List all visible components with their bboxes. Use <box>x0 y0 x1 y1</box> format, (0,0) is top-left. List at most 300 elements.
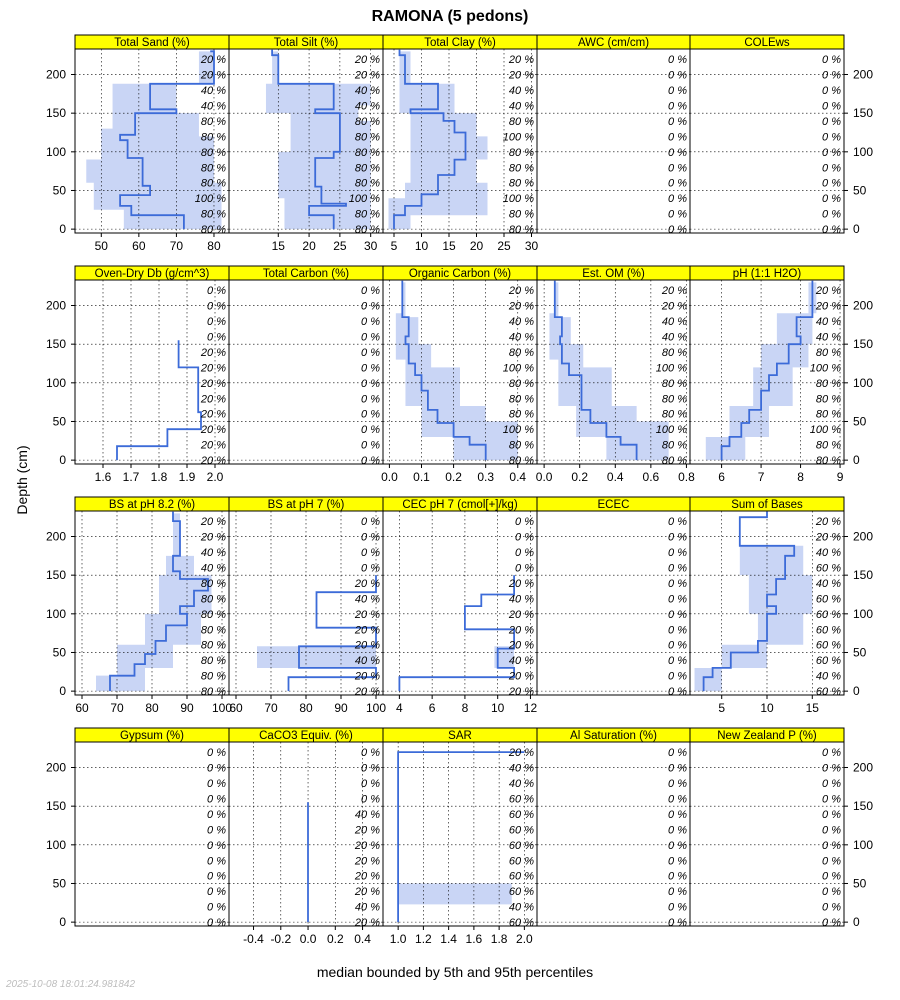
pct-label: 40 % <box>815 546 841 559</box>
y-tick-label: 100 <box>45 837 66 852</box>
x-tick-label: 5 <box>718 701 726 715</box>
x-tick-label: 0.4 <box>509 470 527 484</box>
x-tick-label: 6 <box>718 470 725 484</box>
pct-label: 0 % <box>207 762 226 775</box>
strip-label: ECEC <box>597 499 630 511</box>
pct-label: 20 % <box>815 516 841 529</box>
pct-label: 40 % <box>508 315 534 328</box>
pct-label: 40 % <box>508 84 534 97</box>
y-tick-label: 0 <box>853 684 860 699</box>
pct-label: 20 % <box>354 624 380 637</box>
pct-label: 0 % <box>668 762 687 775</box>
pct-label: 0 % <box>668 115 687 128</box>
y-tick-label: 100 <box>45 375 66 390</box>
x-tick-label: 20 <box>469 239 484 253</box>
strip-label: Sum of Bases <box>731 499 803 511</box>
pct-label: 60 % <box>815 624 841 637</box>
x-tick-label: 0.4 <box>606 470 624 484</box>
y-tick-label: 150 <box>45 337 66 352</box>
y-tick-label: 50 <box>52 183 66 198</box>
x-tick-label: 30 <box>524 239 539 253</box>
pct-label: 100 % <box>502 193 534 206</box>
x-tick-label: 60 <box>229 701 243 715</box>
x-tick-label: 1.8 <box>150 470 168 484</box>
pct-label: 0 % <box>207 855 226 868</box>
pct-label: 0 % <box>361 377 380 390</box>
pct-label: 20 % <box>354 639 380 652</box>
strip-label: Est. OM (%) <box>582 268 645 280</box>
pct-label: 0 % <box>361 546 380 559</box>
x-tick-label: -0.4 <box>243 932 264 946</box>
pct-label: 0 % <box>822 224 841 237</box>
pct-label: 0 % <box>361 516 380 529</box>
pct-label: 80 % <box>508 115 534 128</box>
x-tick-label: 0.1 <box>413 470 430 484</box>
pct-label: 0 % <box>668 208 687 221</box>
pct-label: 0 % <box>668 224 687 237</box>
pct-label: 80 % <box>815 346 841 359</box>
percentile-band <box>396 282 518 460</box>
pct-label: 0 % <box>668 84 687 97</box>
pct-label: 40 % <box>815 577 841 590</box>
pct-label: 0 % <box>361 362 380 375</box>
strip-label: New Zealand P (%) <box>717 730 817 742</box>
pct-label: 100 % <box>655 362 687 375</box>
x-tick-label: 30 <box>364 239 378 253</box>
pct-label: 80 % <box>200 208 226 221</box>
pct-label: 0 % <box>668 69 687 82</box>
pct-label: 0 % <box>207 886 226 899</box>
x-tick-label: 1.4 <box>440 932 457 946</box>
pct-label: 80 % <box>200 593 226 606</box>
pct-label: 20 % <box>354 686 380 699</box>
x-tick-label: 1.0 <box>389 932 407 946</box>
pct-label: 80 % <box>354 177 380 190</box>
x-tick-label: 6 <box>428 701 436 715</box>
pct-label: 20 % <box>508 69 534 82</box>
pct-label: 0 % <box>361 424 380 437</box>
timestamp: 2025-10-08 18:01:24.981842 <box>6 979 136 990</box>
pct-label: 40 % <box>508 100 534 113</box>
pct-label: 40 % <box>508 331 534 344</box>
pct-label: 20 % <box>200 346 226 359</box>
x-tick-label: 0.0 <box>299 932 317 946</box>
pct-label: 0 % <box>668 146 687 159</box>
pct-label: 80 % <box>661 408 687 421</box>
pct-label: 0 % <box>361 762 380 775</box>
x-tick-label: 8 <box>797 470 804 484</box>
y-tick-label: 100 <box>45 606 66 621</box>
pct-label: 20 % <box>200 455 226 468</box>
y-axis-title: Depth (cm) <box>14 445 30 515</box>
pct-label: 20 % <box>661 300 687 313</box>
pct-label: 0 % <box>361 777 380 790</box>
pct-label: 20 % <box>508 54 534 67</box>
pct-label: 20 % <box>354 824 380 837</box>
strip-label: SAR <box>448 730 472 742</box>
strip-label: CEC pH 7 (cmol[+]/kg) <box>402 499 518 511</box>
pct-label: 60 % <box>508 793 534 806</box>
pct-label: 0 % <box>668 131 687 144</box>
pct-label: 0 % <box>822 808 841 821</box>
pct-label: 0 % <box>668 870 687 883</box>
pct-label: 0 % <box>361 793 380 806</box>
x-tick-label: 0.4 <box>354 932 371 946</box>
y-tick-label: 200 <box>45 298 66 313</box>
pct-label: 0 % <box>515 531 534 544</box>
pct-label: 0 % <box>668 516 687 529</box>
pct-label: 20 % <box>200 54 226 67</box>
pct-label: 80 % <box>508 439 534 452</box>
pct-label: 0 % <box>361 408 380 421</box>
x-tick-label: 25 <box>333 239 347 253</box>
y-tick-label: 150 <box>45 799 66 814</box>
pct-label: 80 % <box>200 131 226 144</box>
y-tick-label: 150 <box>45 106 66 121</box>
y-tick-label: 50 <box>853 183 867 198</box>
pct-label: 60 % <box>508 824 534 837</box>
pct-label: 20 % <box>200 69 226 82</box>
pct-label: 0 % <box>822 69 841 82</box>
pct-label: 20 % <box>508 300 534 313</box>
pct-label: 0 % <box>822 855 841 868</box>
pct-label: 60 % <box>815 608 841 621</box>
pct-label: 0 % <box>822 193 841 206</box>
x-tick-label: -0.2 <box>270 932 292 946</box>
pct-label: 40 % <box>508 593 534 606</box>
pct-label: 60 % <box>815 639 841 652</box>
x-tick-label: 8 <box>461 701 469 715</box>
pct-label: 80 % <box>508 208 534 221</box>
pct-label: 0 % <box>822 793 841 806</box>
x-tick-label: 0.2 <box>571 470 589 484</box>
pct-label: 40 % <box>200 84 226 97</box>
y-tick-label: 100 <box>853 144 874 159</box>
strip-label: Total Silt (%) <box>273 37 339 49</box>
x-tick-label: 0.2 <box>445 470 462 484</box>
pct-label: 20 % <box>200 531 226 544</box>
pct-label: 0 % <box>207 808 226 821</box>
pct-label: 0 % <box>668 901 687 914</box>
percentile-band <box>695 513 813 691</box>
pct-label: 0 % <box>668 177 687 190</box>
x-tick-label: 0.0 <box>535 470 553 484</box>
pct-label: 80 % <box>508 455 534 468</box>
pct-label: 20 % <box>815 285 841 298</box>
pct-label: 0 % <box>668 655 687 668</box>
pct-label: 20 % <box>200 516 226 529</box>
pct-label: 0 % <box>515 516 534 529</box>
x-tick-label: 80 <box>207 239 221 253</box>
strip-label: Total Clay (%) <box>424 37 496 49</box>
y-tick-label: 200 <box>45 67 66 82</box>
panel-15 <box>75 742 229 926</box>
pct-label: 0 % <box>822 777 841 790</box>
strip-label: CaCO3 Equiv. (%) <box>259 730 353 742</box>
pct-label: 0 % <box>668 100 687 113</box>
pct-label: 20 % <box>508 670 534 683</box>
pct-label: 20 % <box>508 747 534 760</box>
pct-label: 0 % <box>822 208 841 221</box>
strip-label: BS at pH 8.2 (%) <box>108 499 196 511</box>
strip-label: Gypsum (%) <box>120 730 184 742</box>
pct-label: 20 % <box>200 424 226 437</box>
pct-label: 20 % <box>508 608 534 621</box>
y-tick-label: 50 <box>52 414 66 429</box>
pct-label: 40 % <box>661 315 687 328</box>
pct-label: 0 % <box>668 686 687 699</box>
y-tick-label: 150 <box>853 106 874 121</box>
panel-4 <box>690 49 844 233</box>
y-tick-label: 200 <box>45 529 66 544</box>
pct-label: 80 % <box>815 393 841 406</box>
pct-label: 0 % <box>822 870 841 883</box>
y-tick-label: 100 <box>853 375 874 390</box>
pct-label: 60 % <box>508 808 534 821</box>
pct-label: 80 % <box>354 115 380 128</box>
pct-label: 0 % <box>822 901 841 914</box>
x-tick-label: 7 <box>757 470 765 484</box>
pct-label: 0 % <box>207 839 226 852</box>
y-tick-label: 200 <box>853 67 874 82</box>
pct-label: 80 % <box>200 686 226 699</box>
x-tick-label: 100 <box>365 701 387 715</box>
pct-label: 0 % <box>207 331 226 344</box>
pct-label: 80 % <box>200 177 226 190</box>
y-tick-label: 0 <box>59 453 66 468</box>
pct-label: 100 % <box>194 193 226 206</box>
pct-label: 0 % <box>668 824 687 837</box>
pct-label: 0 % <box>822 824 841 837</box>
pct-label: 80 % <box>200 670 226 683</box>
pct-label: 80 % <box>200 224 226 237</box>
pct-label: 80 % <box>354 146 380 159</box>
x-tick-label: 80 <box>145 701 159 715</box>
strip-label: Organic Carbon (%) <box>408 268 512 280</box>
x-tick-label: 50 <box>94 239 108 253</box>
pct-label: 40 % <box>508 901 534 914</box>
strip-label: AWC (cm/cm) <box>577 37 650 49</box>
y-tick-label: 0 <box>59 684 66 699</box>
y-tick-label: 200 <box>853 298 874 313</box>
pct-label: 80 % <box>200 115 226 128</box>
pct-label: 0 % <box>668 793 687 806</box>
pct-label: 80 % <box>508 393 534 406</box>
pct-label: 100 % <box>348 193 380 206</box>
x-tick-label: 70 <box>264 701 278 715</box>
x-tick-label: 60 <box>132 239 146 253</box>
x-tick-label: 0.0 <box>381 470 398 484</box>
x-tick-label: 10 <box>760 701 774 715</box>
pct-label: 0 % <box>822 177 841 190</box>
pct-label: 20 % <box>354 577 380 590</box>
pct-label: 40 % <box>354 655 380 668</box>
pct-label: 20 % <box>661 285 687 298</box>
y-tick-label: 0 <box>59 222 66 237</box>
pct-label: 40 % <box>815 670 841 683</box>
pct-label: 60 % <box>815 686 841 699</box>
pct-label: 0 % <box>668 917 687 930</box>
x-tick-label: 12 <box>523 701 538 715</box>
pct-label: 80 % <box>354 224 380 237</box>
pct-label: 20 % <box>200 408 226 421</box>
x-tick-label: 0.6 <box>642 470 660 484</box>
pct-label: 40 % <box>354 593 380 606</box>
x-tick-label: 2.0 <box>206 470 224 484</box>
pct-label: 60 % <box>815 562 841 575</box>
pct-label: 40 % <box>354 901 380 914</box>
pct-label: 0 % <box>822 839 841 852</box>
pct-label: 0 % <box>207 315 226 328</box>
pct-label: 40 % <box>815 315 841 328</box>
pct-label: 0 % <box>822 54 841 67</box>
panel-19 <box>690 742 844 926</box>
pct-label: 20 % <box>354 54 380 67</box>
pct-label: 80 % <box>508 377 534 390</box>
pct-label: 20 % <box>354 608 380 621</box>
x-tick-label: 0.3 <box>477 470 495 484</box>
pct-label: 40 % <box>815 331 841 344</box>
percentile-band <box>398 883 512 904</box>
pct-label: 20 % <box>815 531 841 544</box>
x-tick-label: 5 <box>390 239 398 253</box>
pct-label: 40 % <box>354 100 380 113</box>
strip-label: Total Carbon (%) <box>262 268 350 280</box>
pct-label: 20 % <box>354 839 380 852</box>
pct-label: 20 % <box>508 639 534 652</box>
x-tick-label: 80 <box>299 701 313 715</box>
y-tick-label: 100 <box>853 837 874 852</box>
y-tick-label: 200 <box>853 760 874 775</box>
x-tick-label: 2.0 <box>516 932 533 946</box>
strip-label: Al Saturation (%) <box>570 730 657 742</box>
pct-label: 40 % <box>508 777 534 790</box>
strip-label: Oven-Dry Db (g/cm^3) <box>94 268 210 280</box>
y-tick-label: 50 <box>853 876 867 891</box>
y-tick-label: 50 <box>52 645 66 660</box>
pct-label: 80 % <box>661 377 687 390</box>
pct-label: 0 % <box>361 315 380 328</box>
pct-label: 0 % <box>207 300 226 313</box>
y-tick-label: 150 <box>853 799 874 814</box>
percentile-band <box>389 51 488 229</box>
pct-label: 80 % <box>508 146 534 159</box>
pct-label: 0 % <box>668 777 687 790</box>
pct-label: 0 % <box>668 546 687 559</box>
x-tick-label: 1.7 <box>122 470 140 484</box>
x-tick-label: 70 <box>110 701 124 715</box>
pct-label: 80 % <box>508 162 534 175</box>
pct-label: 40 % <box>354 84 380 97</box>
pct-label: 60 % <box>815 655 841 668</box>
pct-label: 0 % <box>668 193 687 206</box>
pct-label: 0 % <box>668 670 687 683</box>
pct-label: 100 % <box>502 362 534 375</box>
strip-label: BS at pH 7 (%) <box>267 499 345 511</box>
pct-label: 0 % <box>822 917 841 930</box>
pct-label: 0 % <box>822 100 841 113</box>
pct-label: 20 % <box>200 362 226 375</box>
pct-label: 40 % <box>661 331 687 344</box>
pct-label: 20 % <box>508 285 534 298</box>
y-tick-label: 200 <box>45 760 66 775</box>
pct-label: 40 % <box>200 546 226 559</box>
pct-label: 0 % <box>668 839 687 852</box>
pct-label: 0 % <box>361 531 380 544</box>
pct-label: 20 % <box>354 670 380 683</box>
pct-label: 80 % <box>508 346 534 359</box>
pct-label: 80 % <box>200 655 226 668</box>
pct-label: 80 % <box>200 577 226 590</box>
pct-label: 40 % <box>508 762 534 775</box>
x-tick-label: 4 <box>396 701 403 715</box>
x-tick-label: 15 <box>805 701 819 715</box>
pct-label: 0 % <box>207 285 226 298</box>
x-tick-label: 15 <box>271 239 285 253</box>
pct-label: 80 % <box>200 639 226 652</box>
x-tick-label: 1.6 <box>465 932 483 946</box>
x-tick-label: 100 <box>211 701 233 715</box>
x-tick-label: 0.8 <box>678 470 695 484</box>
pct-label: 0 % <box>361 747 380 760</box>
pct-label: 0 % <box>361 439 380 452</box>
pct-label: 20 % <box>508 577 534 590</box>
pct-label: 0 % <box>361 562 380 575</box>
pct-label: 0 % <box>361 285 380 298</box>
pct-label: 80 % <box>354 162 380 175</box>
x-tick-label: 25 <box>497 239 511 253</box>
x-tick-label: 1.2 <box>415 932 432 946</box>
pct-label: 20 % <box>815 300 841 313</box>
pct-label: 0 % <box>822 886 841 899</box>
pct-label: 0 % <box>361 393 380 406</box>
pct-label: 0 % <box>668 593 687 606</box>
pct-label: 0 % <box>515 546 534 559</box>
pct-label: 100 % <box>502 424 534 437</box>
pct-label: 0 % <box>361 455 380 468</box>
pct-label: 40 % <box>200 562 226 575</box>
pct-label: 0 % <box>668 54 687 67</box>
pct-label: 20 % <box>354 855 380 868</box>
pct-label: 20 % <box>200 377 226 390</box>
pct-label: 0 % <box>207 793 226 806</box>
pct-label: 80 % <box>508 224 534 237</box>
pct-label: 20 % <box>354 870 380 883</box>
pct-label: 0 % <box>361 346 380 359</box>
pct-label: 20 % <box>354 917 380 930</box>
x-tick-label: 10 <box>414 239 429 253</box>
pct-label: 100 % <box>655 424 687 437</box>
x-tick-label: 90 <box>334 701 348 715</box>
pct-label: 20 % <box>508 686 534 699</box>
pct-label: 80 % <box>815 377 841 390</box>
pct-label: 60 % <box>508 855 534 868</box>
panel-6 <box>229 280 383 464</box>
pct-label: 80 % <box>815 408 841 421</box>
y-tick-label: 0 <box>853 915 860 930</box>
x-axis-title: median bounded by 5th and 95th percentiles <box>316 964 594 980</box>
pct-label: 0 % <box>668 808 687 821</box>
pct-label: 20 % <box>200 439 226 452</box>
pct-label: 100 % <box>809 424 841 437</box>
pct-label: 60 % <box>508 870 534 883</box>
y-tick-label: 0 <box>853 222 860 237</box>
x-tick-label: 90 <box>180 701 194 715</box>
y-tick-label: 50 <box>52 876 66 891</box>
pct-label: 0 % <box>361 331 380 344</box>
y-tick-label: 150 <box>853 337 874 352</box>
pct-label: 0 % <box>668 624 687 637</box>
